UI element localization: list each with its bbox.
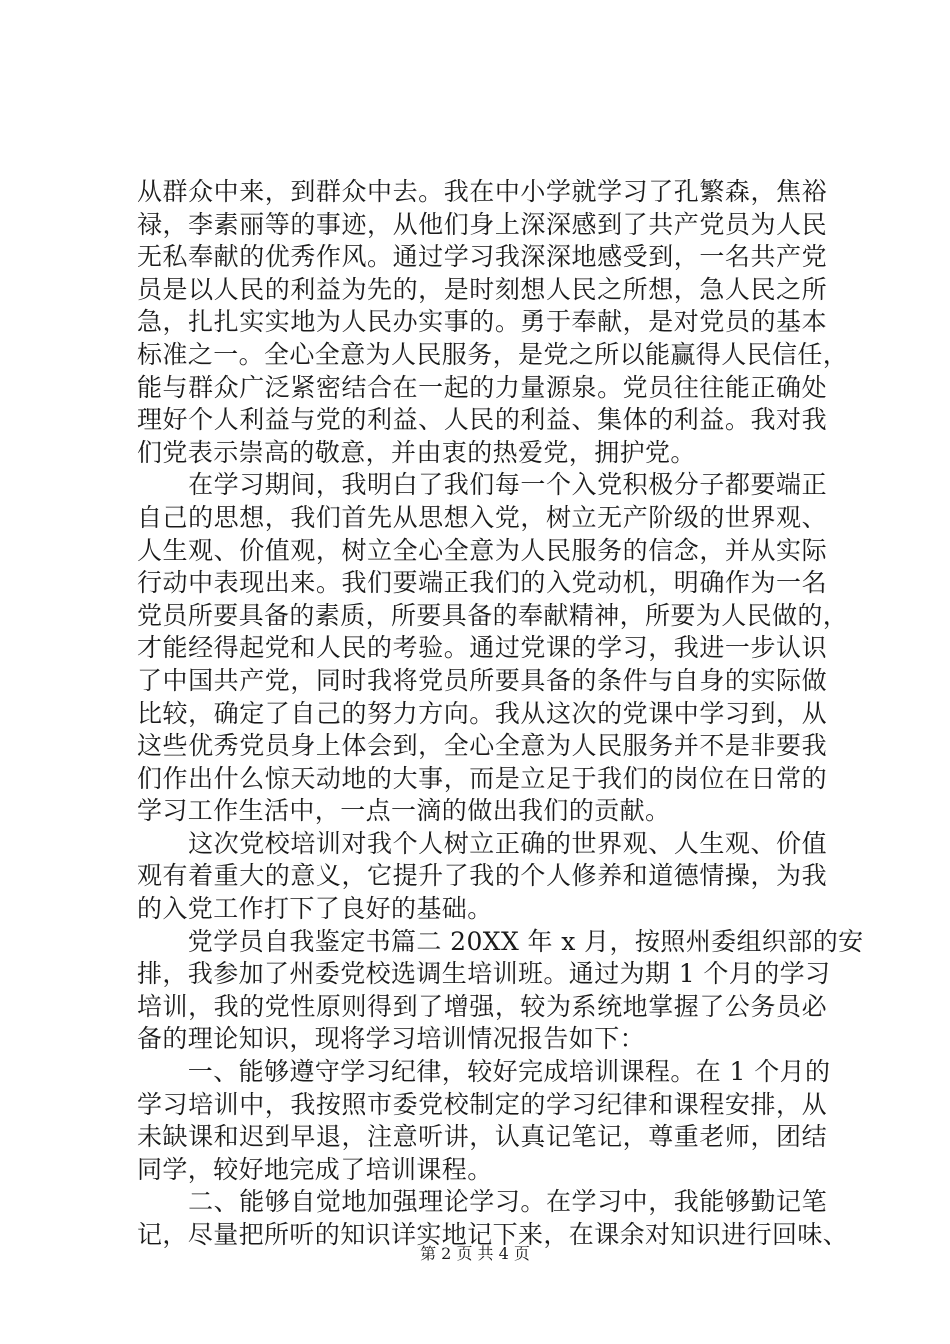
- text-line: 们党表示崇高的敬意，并由衷的热爱党，拥护党。: [137, 437, 696, 467]
- text-line: 了中国共产党，同时我将党员所要具备的条件与自身的实际做: [137, 665, 827, 695]
- text-line: 一、能够遵守学习纪律，较好完成培训课程。在 1 个月的: [137, 1057, 831, 1087]
- text-line: 这些优秀党员身上体会到，全心全意为人民服务并不是非要我: [137, 731, 827, 761]
- text-line: 观有着重大的意义，它提升了我的个人修养和道德情操，为我: [137, 861, 827, 891]
- text-line: 二、能够自觉地加强理论学习。在学习中，我能够勤记笔: [137, 1187, 827, 1217]
- text-line: 比较，确定了自己的努力方向。我从这次的党课中学习到，从: [137, 698, 827, 728]
- text-line: 才能经得起党和人民的考验。通过党课的学习，我进一步认识: [137, 633, 827, 663]
- text-line: 备的理论知识，现将学习培训情况报告如下：: [137, 1024, 646, 1054]
- text-line: 的入党工作打下了良好的基础。: [137, 894, 493, 924]
- text-line: 记，尽量把所听的知识详实地记下来，在课余对知识进行回味、: [137, 1220, 849, 1249]
- text-line: 自己的思想，我们首先从思想入党，树立无产阶级的世界观、: [137, 502, 827, 532]
- text-line: 学习培训中，我按照市委党校制定的学习纪律和课程安排，从: [137, 1089, 827, 1119]
- text-line: 人生观、价值观，树立全心全意为人民服务的信念，并从实际: [137, 535, 827, 565]
- text-line: 从群众中来，到群众中去。我在中小学就学习了孔繁森，焦裕: [137, 177, 827, 206]
- text-line: 培训，我的党性原则得到了增强，较为系统地掌握了公务员必: [137, 991, 827, 1021]
- text-line: 行动中表现出来。我们要端正我们的入党动机，明确作为一名: [137, 568, 827, 598]
- text-line: 无私奉献的优秀作风。通过学习我深深地感受到，一名共产党: [137, 242, 827, 272]
- text-line: 党学员自我鉴定书篇二 20XX 年 x 月，按照州委组织部的安: [137, 926, 864, 956]
- text-line: 标准之一。全心全意为人民服务，是党之所以能赢得人民信任，: [137, 339, 849, 369]
- text-line: 们作出什么惊天动地的大事，而是立足于我们的岗位在日常的: [137, 763, 827, 793]
- page-number-footer: 第 2 页 共 4 页: [420, 1244, 530, 1263]
- text-line: 禄，李素丽等的事迹，从他们身上深深感到了共产党员为人民: [137, 209, 827, 239]
- text-line: 学习工作生活中，一点一滴的做出我们的贡献。: [137, 796, 671, 826]
- text-line: 党员所要具备的素质，所要具备的奉献精神，所要为人民做的，: [137, 600, 849, 630]
- text-line: 急，扎扎实实地为人民办实事的。勇于奉献，是对党员的基本: [137, 307, 827, 337]
- text-line: 理好个人利益与党的利益、人民的利益、集体的利益。我对我: [137, 405, 827, 435]
- text-line: 同学，较好地完成了培训课程。: [137, 1154, 493, 1184]
- text-line: 员是以人民的利益为先的，是时刻想人民之所想，急人民之所: [137, 274, 827, 304]
- text-line: 未缺课和迟到早退，注意听讲，认真记笔记，尊重老师，团结: [137, 1122, 827, 1152]
- document-body: [137, 176, 864, 1252]
- text-line: 这次党校培训对我个人树立正确的世界观、人生观、价值: [137, 828, 827, 858]
- text-line: 能与群众广泛紧密结合在一起的力量源泉。党员往往能正确处: [137, 372, 827, 402]
- text-line: 排，我参加了州委党校选调生培训班。通过为期 1 个月的学习: [137, 959, 831, 989]
- text-line: 在学习期间，我明白了我们每一个入党积极分子都要端正: [137, 470, 827, 500]
